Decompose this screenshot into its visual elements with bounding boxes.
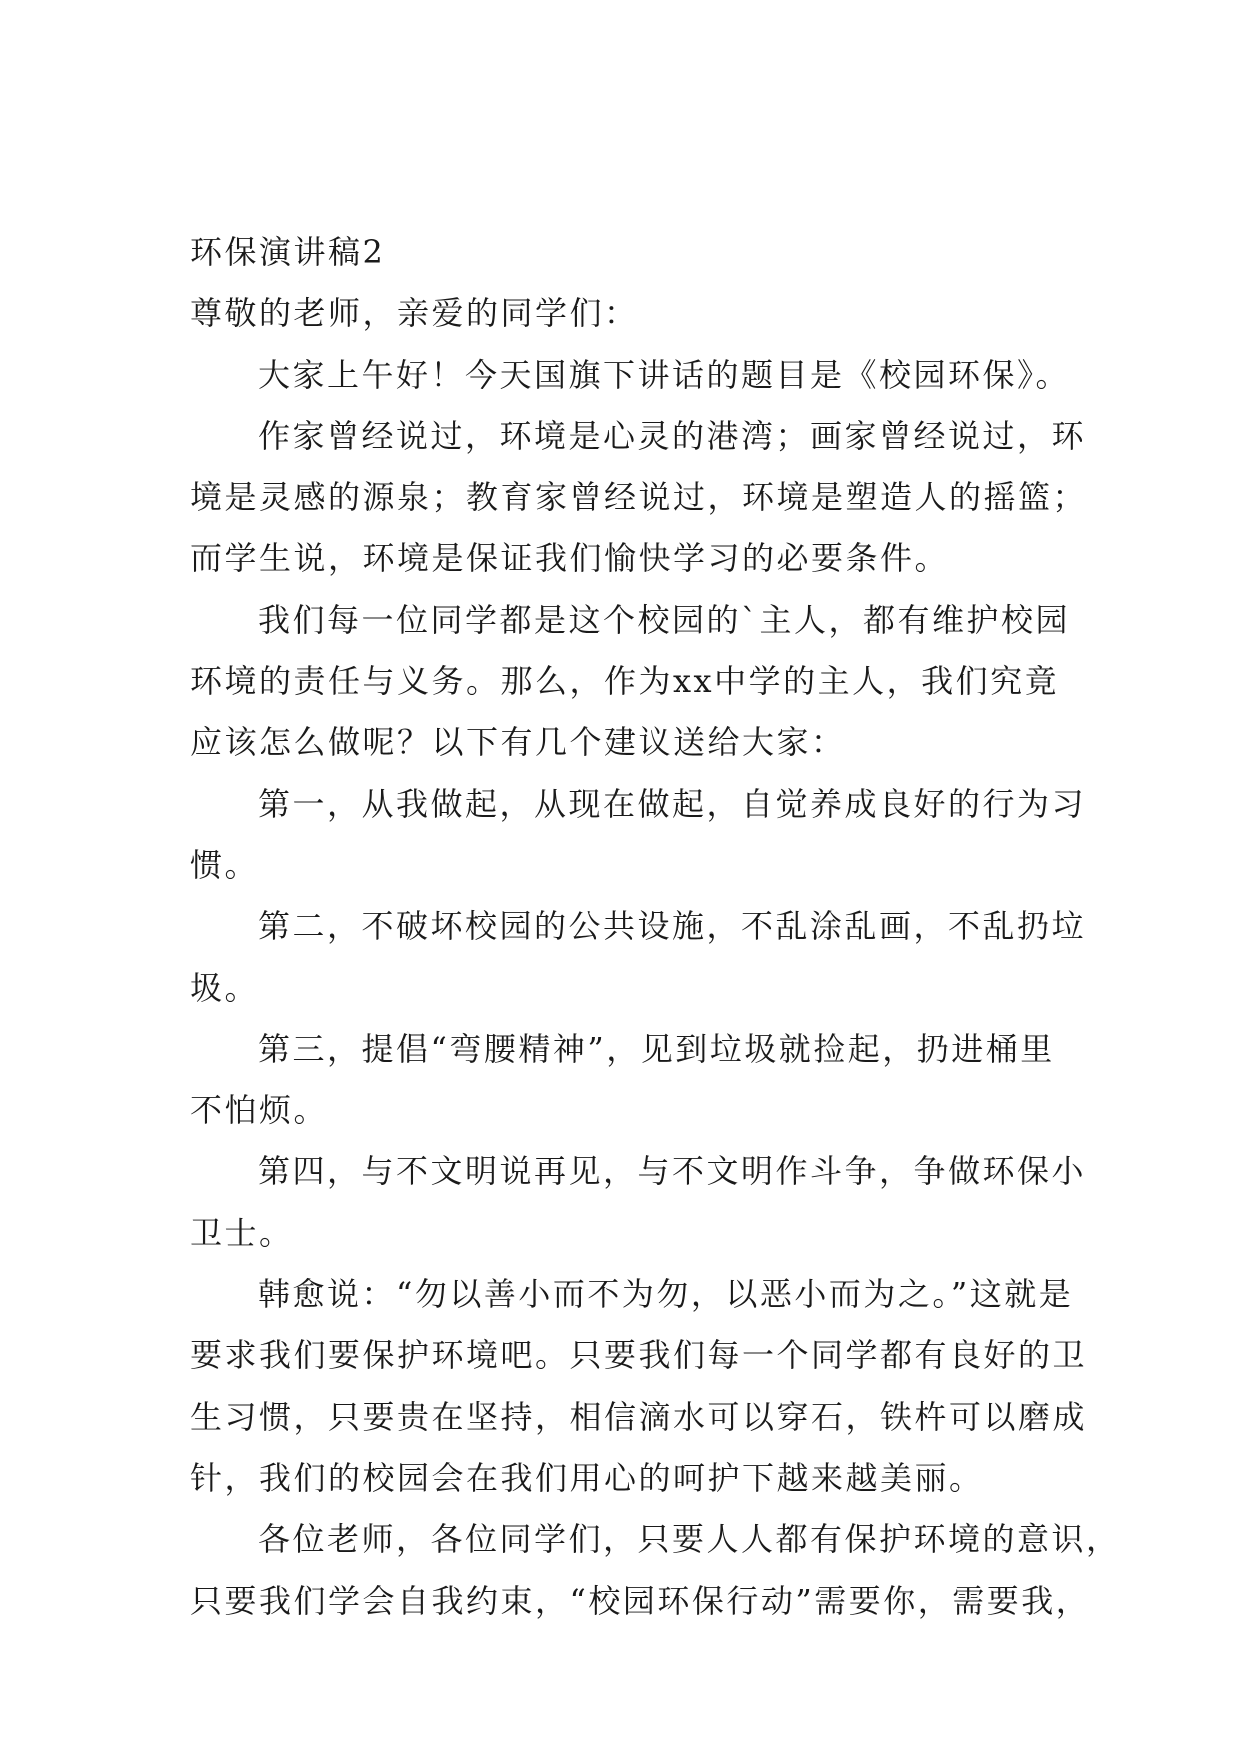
paragraph-line: 境是灵感的源泉；教育家曾经说过，环境是塑造人的摇篮； [190, 478, 1088, 517]
paragraph-line: 韩愈说：“勿以善小而不为勿，以恶小而为之。”这就是 [258, 1275, 1074, 1314]
paragraph-line: 大家上午好！今天国旗下讲话的题目是《校园环保》。 [258, 355, 1071, 394]
document-title: 环保演讲稿2 [190, 233, 386, 271]
paragraph-line: 圾。 [190, 968, 260, 1007]
paragraph-line: 不怕烦。 [190, 1091, 329, 1130]
paragraph-line: 而学生说，环境是保证我们愉快学习的必要条件。 [190, 539, 950, 578]
paragraph-line: 只要我们学会自我约束，“校园环保行动”需要你，需要我， [190, 1581, 1091, 1620]
paragraph-line: 第二，不破坏校园的公共设施，不乱涂乱画，不乱扔垃 [258, 907, 1087, 946]
paragraph-line: 惯。 [190, 845, 260, 884]
paragraph-line: 作家曾经说过，环境是心灵的港湾；画家曾经说过，环 [258, 416, 1087, 455]
paragraph-line: 环境的责任与义务。那么，作为xx中学的主人，我们究竟 [190, 662, 1060, 701]
document-body [190, 222, 1121, 1632]
paragraph-line: 卫士。 [190, 1213, 294, 1252]
salutation-line: 尊敬的老师，亲爱的同学们： [190, 294, 639, 333]
paragraph-line: 各位老师，各位同学们，只要人人都有保护环境的意识， [258, 1520, 1121, 1559]
paragraph-line: 针，我们的校园会在我们用心的呵护下越来越美丽。 [190, 1458, 984, 1497]
paragraph-line: 第三，提倡“弯腰精神”，见到垃圾就捡起，扔进桶里 [258, 1029, 1055, 1068]
paragraph-line: 要求我们要保护环境吧。只要我们每一个同学都有良好的卫 [190, 1336, 1088, 1375]
paragraph-line: 生习惯，只要贵在坚持，相信滴水可以穿石，铁杵可以磨成 [190, 1397, 1088, 1436]
paragraph-line: 第一，从我做起，从现在做起，自觉养成良好的行为习 [258, 784, 1087, 823]
paragraph-line: 我们每一位同学都是这个校园的`主人，都有维护校园 [258, 600, 1071, 639]
paragraph-line: 第四，与不文明说再见，与不文明作斗争，争做环保小 [258, 1152, 1087, 1191]
paragraph-line: 应该怎么做呢？以下有几个建议送给大家： [190, 723, 846, 762]
